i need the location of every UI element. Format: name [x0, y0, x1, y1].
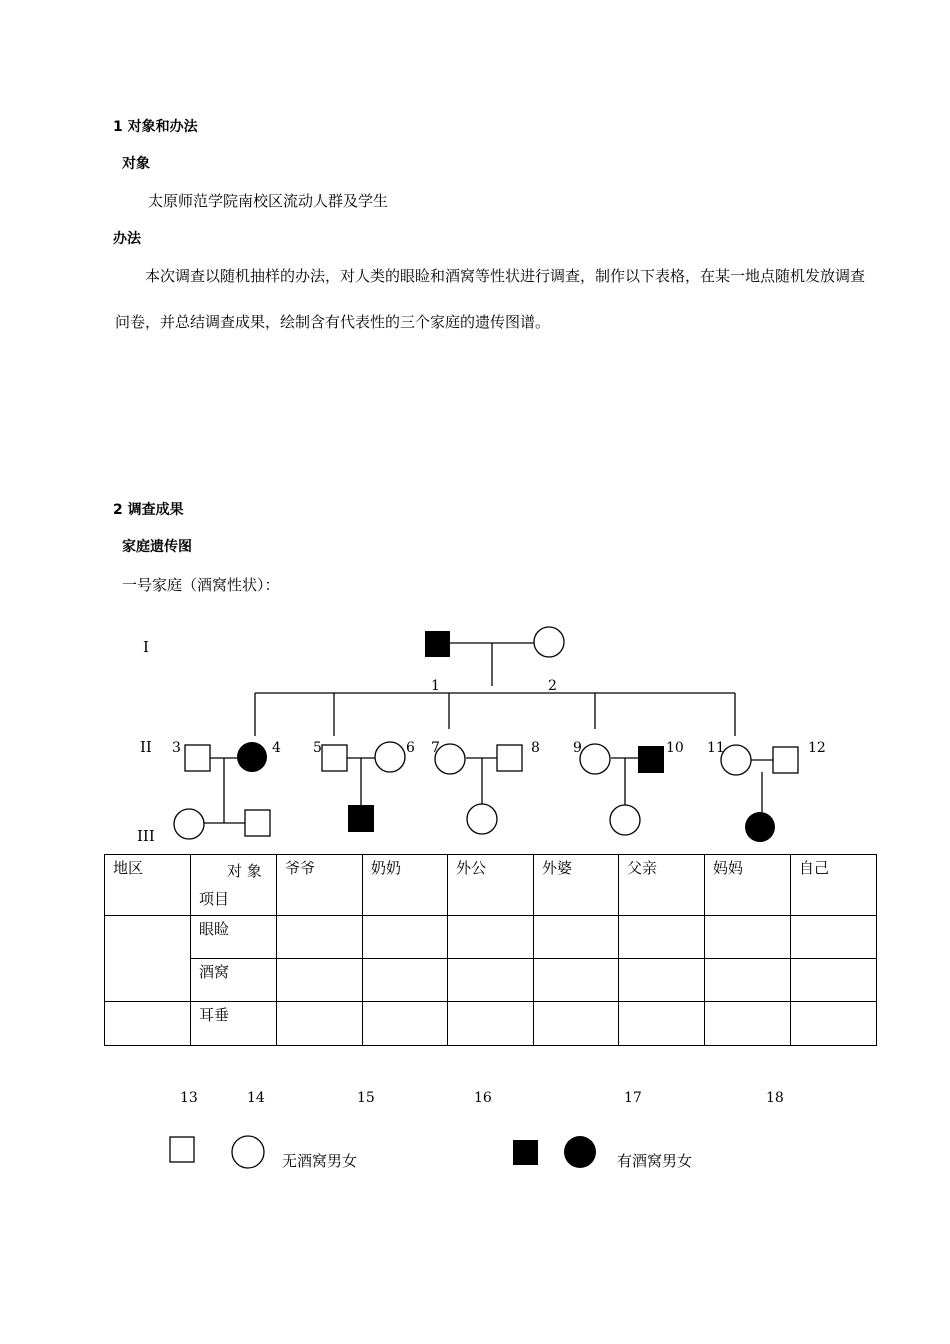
- legend-affected-female: [564, 1136, 596, 1168]
- subheading-method: 办法: [113, 231, 141, 247]
- individual-12-male: [773, 747, 798, 773]
- header-grandfather: 爷爷: [277, 855, 363, 916]
- table-cell: [363, 916, 448, 959]
- subheading-object: 对象: [122, 156, 150, 172]
- table-cell: [619, 959, 705, 1002]
- individual-number: 2: [548, 678, 557, 694]
- header-object: 对 象: [227, 862, 262, 880]
- legend-unaffected-male: [170, 1137, 194, 1162]
- table-cell: [363, 1002, 448, 1046]
- bottom-number: 17: [624, 1090, 642, 1106]
- table-cell: [619, 916, 705, 959]
- legend-affected-male: [513, 1140, 538, 1165]
- bottom-number: 13: [180, 1090, 198, 1106]
- individual-5-male: [322, 745, 347, 771]
- table-cell: [705, 1002, 791, 1046]
- individual-number: 11: [707, 740, 725, 756]
- region-cell: [105, 916, 191, 1002]
- individual-11-female: [721, 745, 751, 775]
- header-object-item: [191, 855, 277, 916]
- gen3-female-c: [610, 805, 640, 835]
- individual-number: 8: [531, 740, 540, 756]
- individual-number: 10: [666, 740, 684, 756]
- header-region: 地区: [105, 855, 191, 916]
- table-cell: [363, 959, 448, 1002]
- header-grandmother: 奶奶: [363, 855, 448, 916]
- table-cell: [448, 916, 534, 959]
- table-cell: [534, 1002, 619, 1046]
- table-cell: [705, 959, 791, 1002]
- individual-number: 3: [172, 740, 181, 756]
- table-cell: [534, 916, 619, 959]
- bottom-number: 15: [357, 1090, 375, 1106]
- individual-1-affected-male: [425, 631, 450, 657]
- individual-6-female: [375, 742, 405, 772]
- object-text: 太原师范学院南校区流动人群及学生: [148, 192, 389, 210]
- row-label-earlobe: 耳垂: [191, 1002, 277, 1046]
- table-cell: [277, 959, 363, 1002]
- header-father: 父亲: [619, 855, 705, 916]
- survey-table: [104, 854, 877, 1046]
- table-cell: [534, 959, 619, 1002]
- table-cell: [619, 1002, 705, 1046]
- generation-label-2: II: [140, 738, 152, 756]
- subheading-pedigree: 家庭遗传图: [122, 539, 192, 555]
- gen3-male-a: [245, 810, 270, 836]
- table-cell: [448, 1002, 534, 1046]
- individual-number: 7: [431, 740, 440, 756]
- table-cell: [791, 959, 877, 1002]
- header-maternal-grandfather: 外公: [448, 855, 534, 916]
- header-self: 自己: [791, 855, 877, 916]
- gen3-affected-male: [348, 805, 374, 832]
- individual-4-affected-female: [237, 742, 267, 772]
- header-mother: 妈妈: [705, 855, 791, 916]
- region-cell: [105, 1002, 191, 1046]
- bottom-number: 14: [247, 1090, 265, 1106]
- table-cell: [791, 1002, 877, 1046]
- individual-number: 5: [313, 740, 322, 756]
- legend-unaffected-female: [232, 1136, 264, 1168]
- table-cell: [791, 916, 877, 959]
- section-1-heading: 1 对象和办法: [113, 119, 198, 135]
- individual-number: 6: [406, 740, 415, 756]
- table-cell: [277, 1002, 363, 1046]
- row-label-eyelid: 眼睑: [191, 916, 277, 959]
- header-maternal-grandmother: 外婆: [534, 855, 619, 916]
- bottom-number: 18: [766, 1090, 784, 1106]
- generation-label-1: I: [143, 638, 149, 656]
- bottom-number: 16: [474, 1090, 492, 1106]
- method-paragraph: 本次调查以随机抽样的办法，对人类的眼睑和酒窝等性状进行调查，制作以下表格，在某一地点随机发放调查问卷，并总结调查成果，绘制含有代表性的三个家庭的遗传图谱。: [115, 267, 866, 331]
- individual-number: 12: [808, 740, 826, 756]
- legend-label-no-dimple: 无酒窝男女: [282, 1152, 358, 1170]
- individual-9-female: [580, 744, 610, 774]
- gen3-affected-female: [745, 812, 775, 842]
- individual-number: 9: [573, 740, 582, 756]
- table-cell: [448, 959, 534, 1002]
- gen3-female-a: [174, 809, 204, 839]
- individual-number: 1: [431, 678, 440, 694]
- individual-number: 4: [272, 740, 281, 756]
- individual-8-male: [497, 745, 522, 771]
- individual-3-male: [185, 745, 210, 771]
- legend-label-has-dimple: 有酒窝男女: [617, 1152, 693, 1170]
- table-cell: [277, 916, 363, 959]
- family-title: 一号家庭（酒窝性状）：: [122, 576, 280, 594]
- generation-label-3: III: [137, 827, 155, 845]
- table-cell: [705, 916, 791, 959]
- section-2-heading: 2 调查成果: [113, 502, 184, 518]
- individual-10-affected-male: [638, 746, 664, 773]
- row-label-dimple: 酒窝: [191, 959, 277, 1002]
- header-item: 项目: [199, 890, 230, 908]
- individual-2-female: [534, 627, 564, 657]
- gen3-female-b: [467, 804, 497, 834]
